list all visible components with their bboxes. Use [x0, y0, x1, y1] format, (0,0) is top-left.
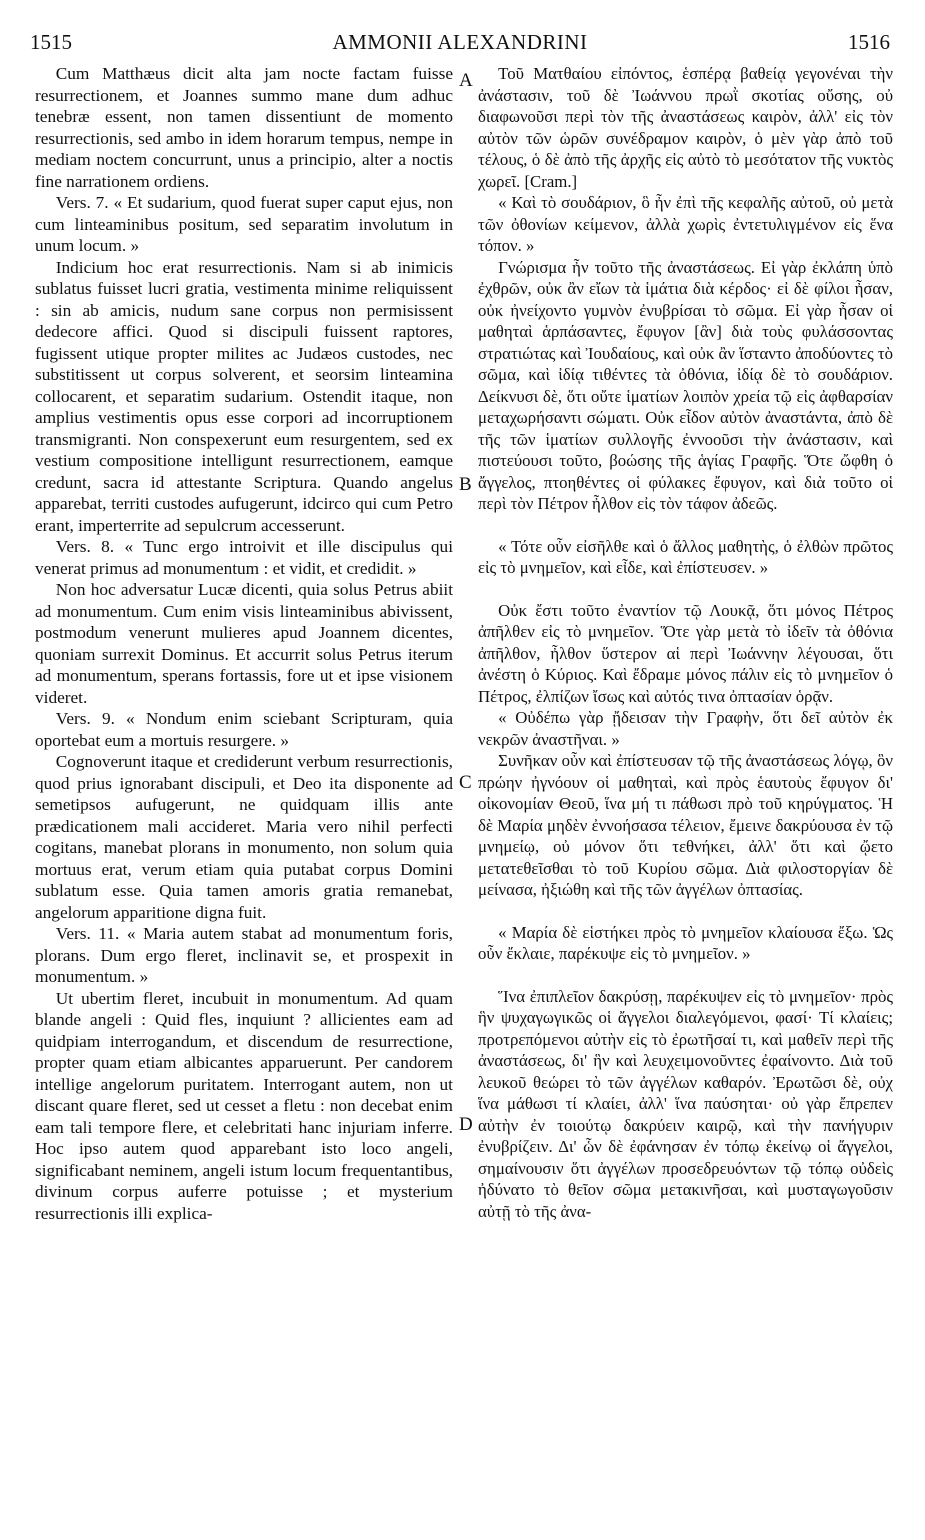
greek-verse: « Τότε οὖν εἰσῆλθε καὶ ὁ ἄλλος μαθητὴς, ὁ ἐλθὼν πρῶτος εἰς τὸ μνημεῖον, καὶ εἶδε, καὶ ἐπίστευσεν. »	[478, 536, 893, 577]
latin-verse: Vers. 9. « Nondum enim sciebant Scripturam, quia oportebat eum a mortuis resurgere. »	[35, 709, 453, 750]
latin-column	[35, 63, 453, 1224]
latin-verse: Vers. 8. « Tunc ergo introivit et ille discipulus qui venerat primus ad monumentum : et vidit, et credidit. »	[35, 537, 453, 578]
margin-marker-a: A	[459, 70, 473, 91]
latin-verse: Vers. 11. « Maria autem stabat ad monumentum foris, plorans. Dum ergo fleret, inclinavit se, et prospexit in monumentum. »	[35, 924, 453, 986]
greek-verse: « Οὐδέπω γὰρ ᾔδεισαν τὴν Γραφὴν, ὅτι δεῖ αὐτὸν ἐκ νεκρῶν ἀναστῆναι. »	[478, 708, 893, 749]
greek-paragraph: Συνῆκαν οὖν καὶ ἐπίστευσαν τῷ τῆς ἀναστάσεως λόγῳ, ὃν πρώην ἠγνόουν οἱ μαθηταὶ, καὶ πρὸς ἑαυτοὺς ἔφυγον δι' οἰκονομίαν Θεοῦ, ἵνα μή τι πάθωσι πρὸ τοῦ κηρύγματος. Ἡ δὲ Μαρία μηδὲν ἐννοήσασα τέλειον, ἔμεινε δακρύουσα ἐν τῷ μνημείῳ, οὐ μόνον ὅτι τεθνήκει, ἀλλ' ὅτι καὶ ᾤετο μετατεθεῖσθαι τὸ τοῦ Κυρίου σῶμα. Διὰ φιλοστοργίαν δὲ μείνασα, ἠξιώθη καὶ τῆς τῶν ἀγγέλων ὀπτασίας.	[478, 751, 893, 899]
page-number-left: 1515	[30, 30, 72, 54]
greek-paragraph: Γνώρισμα ἦν τοῦτο τῆς ἀναστάσεως. Εἰ γὰρ ἐκλάπη ὑπὸ ἐχθρῶν, οὐκ ἂν εἴων τὰ ἱμάτια διὰ κέρδος· εἰ δὲ φίλοι ἦσαν, οὐκ ἠνείχοντο γυμνὸν ἐνυβρίσαι τὸ σῶμα. Εἰ γὰρ ἦσαν οἱ μαθηταὶ ἁρπάσαντες, ἔφυγον [ἂν] διὰ τοὺς φυλάσσοντας στρατιώτας καὶ Ἰουδαίους, καὶ οὐκ ἂν ἵσταντο ἀποδύοντες τὸ σῶμα, καὶ ἰδίᾳ τιθέντες τὰ ὀθόνια, ἰδίᾳ δὲ τὸ σουδάριον. Δείκνυσι δὲ, ὅτι οὔτε ἱματίων λοιπὸν χρεία τῷ εἰς ἀφθαρσίαν μεταχωρήσαντι σώματι. Οὐκ εἶδον αὐτὸν ἀναστάντα, ἀπὸ δὲ τῆς τῶν ἱματίων συλλογῆς ἐννοοῦσι τὴν ἀνάστασιν, καὶ πιστεύουσι τοῦτο, βοώσης τῆς ἁγίας Γραφῆς. Ὅτε ὤφθη ὁ ἄγγελος, πτοηθέντες οἱ φύλακες ἔφυγον, καὶ διὰ τοῦτο οἱ περὶ τὸν Πέτρον ἦλθον εἰς τὸν τάφον ἀδεῶς.	[478, 257, 893, 513]
greek-paragraph: Τοῦ Ματθαίου εἰπόντος, ἑσπέρᾳ βαθείᾳ γεγονέναι τὴν ἀνάστασιν, τοῦ δὲ Ἰωάννου πρωῒ σκοτίας οὔσης, οὐ διαφωνοῦσι περὶ τὸν τῆς ἀναστάσεως καιρὸν, ἀλλ' εἰς τὸν αὐτὸν τῶν ὡρῶν συνέδραμον καιρὸν, ὁ μὲν γὰρ ἀπὸ τοῦ τέλους, ὁ δὲ ἀπὸ τῆς ἀρχῆς εἰς αὐτὸ τὸ μεσότατον τῆς νυκτὸς χωρεῖ. [Cram.]	[478, 64, 893, 191]
latin-paragraph: Ut ubertim fleret, incubuit in monumentum. Ad quam blande angeli : Quid fles, inquiunt ? allicientes eam ad quidpiam interrogandum, et discendum de resurrectione, propter quam etiam albicantes apparuerunt. Per candorem intellige angelorum puritatem. Interrogant autem, non ut discant quare fleret, sed ut cesset a fletu : non decebat enim eam tali tempore flere, et celebritati hanc injuriam inferre. Hoc ipso autem quod apparebant isto loco angeli, significabant neminem, angeli istum locum frequentantibus, divinum corpus auferre potuisse ; et mysterium resurrectionis illi explica-	[35, 988, 453, 1223]
greek-column	[478, 63, 893, 1222]
margin-marker-d: D	[459, 1114, 473, 1135]
greek-paragraph: Ἵνα ἐπιπλεῖον δακρύσῃ, παρέκυψεν εἰς τὸ μνημεῖον· πρὸς ἣν ψυχαγωγικῶς οἱ ἄγγελοι διαλεγόμενοι, φασί· Τί κλαίεις; προτρεπόμενοι αὐτὴν εἰς τὸ ἐρωτῆσαί τι, καὶ μαθεῖν περὶ τῆς ἀναστάσεως, δι' ἣν καὶ λευχειμονοῦντες ἐφαίνοντο. Διὰ τοῦ λευκοῦ θεώρει τὸ τῶν ἀγγέλων καθαρόν. Ἐρωτῶσι δὲ, οὐχ ἵνα μάθωσι τί κλαίει, ἀλλ' ἵνα παύσηται· οὐ γὰρ ἔπρεπεν αὐτὴν ἐν τοιούτῳ δακρύειν καιρῷ, καὶ τὴν πανήγυριν ἐνυβρίζειν. Δι' ὧν δὲ ἐφάνησαν ἐν τόπῳ ἐκείνῳ οἱ ἄγγελοι, σημαίνουσιν ὅτι ἀγγέλων προσεδρευόντων τῷ τόπῳ οὐδεὶς ἠδύνατο τὸ θεῖον σῶμα μετακινῆσαι, καὶ μυσταγωγοῦσιν αὐτῇ τὸ τῆς ἀνα-	[478, 986, 893, 1221]
greek-verse: « Μαρία δὲ εἱστήκει πρὸς τὸ μνημεῖον κλαίουσα ἔξω. Ὡς οὖν ἔκλαιε, παρέκυψε εἰς τὸ μνημεῖον. »	[478, 922, 893, 963]
margin-marker-b: B	[459, 474, 472, 495]
latin-paragraph: Non hoc adversatur Lucæ dicenti, quia solus Petrus abiit ad monumentum. Cum enim visis linteaminibus abivissent, postmodum venerunt mulieres apud Joannem dicentes, quoniam surrexit Dominus. Et accurrit solus Petrus iterum ad monumentum, sperans fortassis, fore ut et ipse visionem videret.	[35, 580, 453, 707]
margin-marker-c: C	[459, 772, 472, 793]
latin-verse: Vers. 7. « Et sudarium, quod fuerat super caput ejus, non cum linteaminibus positum, sed separatim involutum in unum locum. »	[35, 193, 453, 255]
running-title: AMMONII ALEXANDRINI	[332, 30, 588, 54]
latin-paragraph: Cognoverunt itaque et crediderunt verbum resurrectionis, quod prius ignorabant discipuli, et Deo ita disponente ad semetipsos aufugerunt, ne quidquam illis ante prædicationem mali accideret. Maria vero nihil perfecti cogitans, manebat plorans in monumento, non solum quia mortuus erat, verum etiam quia putabat corpus Domini sublatum esse. Quia tamen amoris gratia remanebat, angelorum apparitione digna fuit.	[35, 752, 453, 922]
latin-paragraph: Indicium hoc erat resurrectionis. Nam si ab inimicis sublatus fuisset lucri gratia, vestimenta minime reliquissent : sin ab amicis, nudum sane corpus non permisissent dedecore affici. Quod si discipuli fuissent raptores, fugissent utique propter milites ac Judæos custodes, nec substitissent ut corpus solverent, et seorsim linteamina collocarent, et separatim sudarium. Ostendit itaque, non amplius vestimentis opus esse corpori ad incorruptionem transmigranti. Non conspexerunt eum resurgentem, sed ex vestium compositione intelligunt resurrectionem, eamque credunt, sacra id attestante Scriptura. Quando angelus apparebat, territi custodes aufugerunt, idcirco qui cum Petro erant, imperterrite ad sepulcrum accesserunt.	[35, 257, 453, 535]
latin-paragraph: Cum Matthæus dicit alta jam nocte factam fuisse resurrectionem, et Joannes summo mane dum adhuc tenebræ essent, non tamen dissentiunt de momento resurrectionis, sed ambo in idem horarum tempus, nempe in mediam noctem concurrunt, unus a principio, alter a noctis fine narrationem ordiens.	[35, 64, 453, 191]
greek-paragraph: Οὐκ ἔστι τοῦτο ἐναντίον τῷ Λουκᾷ, ὅτι μόνος Πέτρος ἀπῆλθεν εἰς τὸ μνημεῖον. Ὅτε γὰρ μετὰ τὸ ἰδεῖν τὰ ὀθόνια ἀπῆλθον, ἦλθον ὕστερον αἱ περὶ Ἰωάννην λέγουσαι, ὅτι ἀνέστη ὁ Κύριος. Καὶ ἔδραμε μόνος πάλιν εἰς τὸ μνημεῖον ὁ Πέτρος, ἐλπίζων ἴσως καὶ αὐτός τινα ὀπτασίαν ὁρᾷν.	[478, 600, 893, 706]
greek-verse: « Καὶ τὸ σουδάριον, ὃ ἦν ἐπὶ τῆς κεφαλῆς αὐτοῦ, οὐ μετὰ τῶν ὀθονίων κείμενον, ἀλλὰ χωρὶς ἐντετυλιγμένον εἰς ἕνα τόπον. »	[478, 193, 893, 255]
page-number-right: 1516	[848, 30, 890, 54]
